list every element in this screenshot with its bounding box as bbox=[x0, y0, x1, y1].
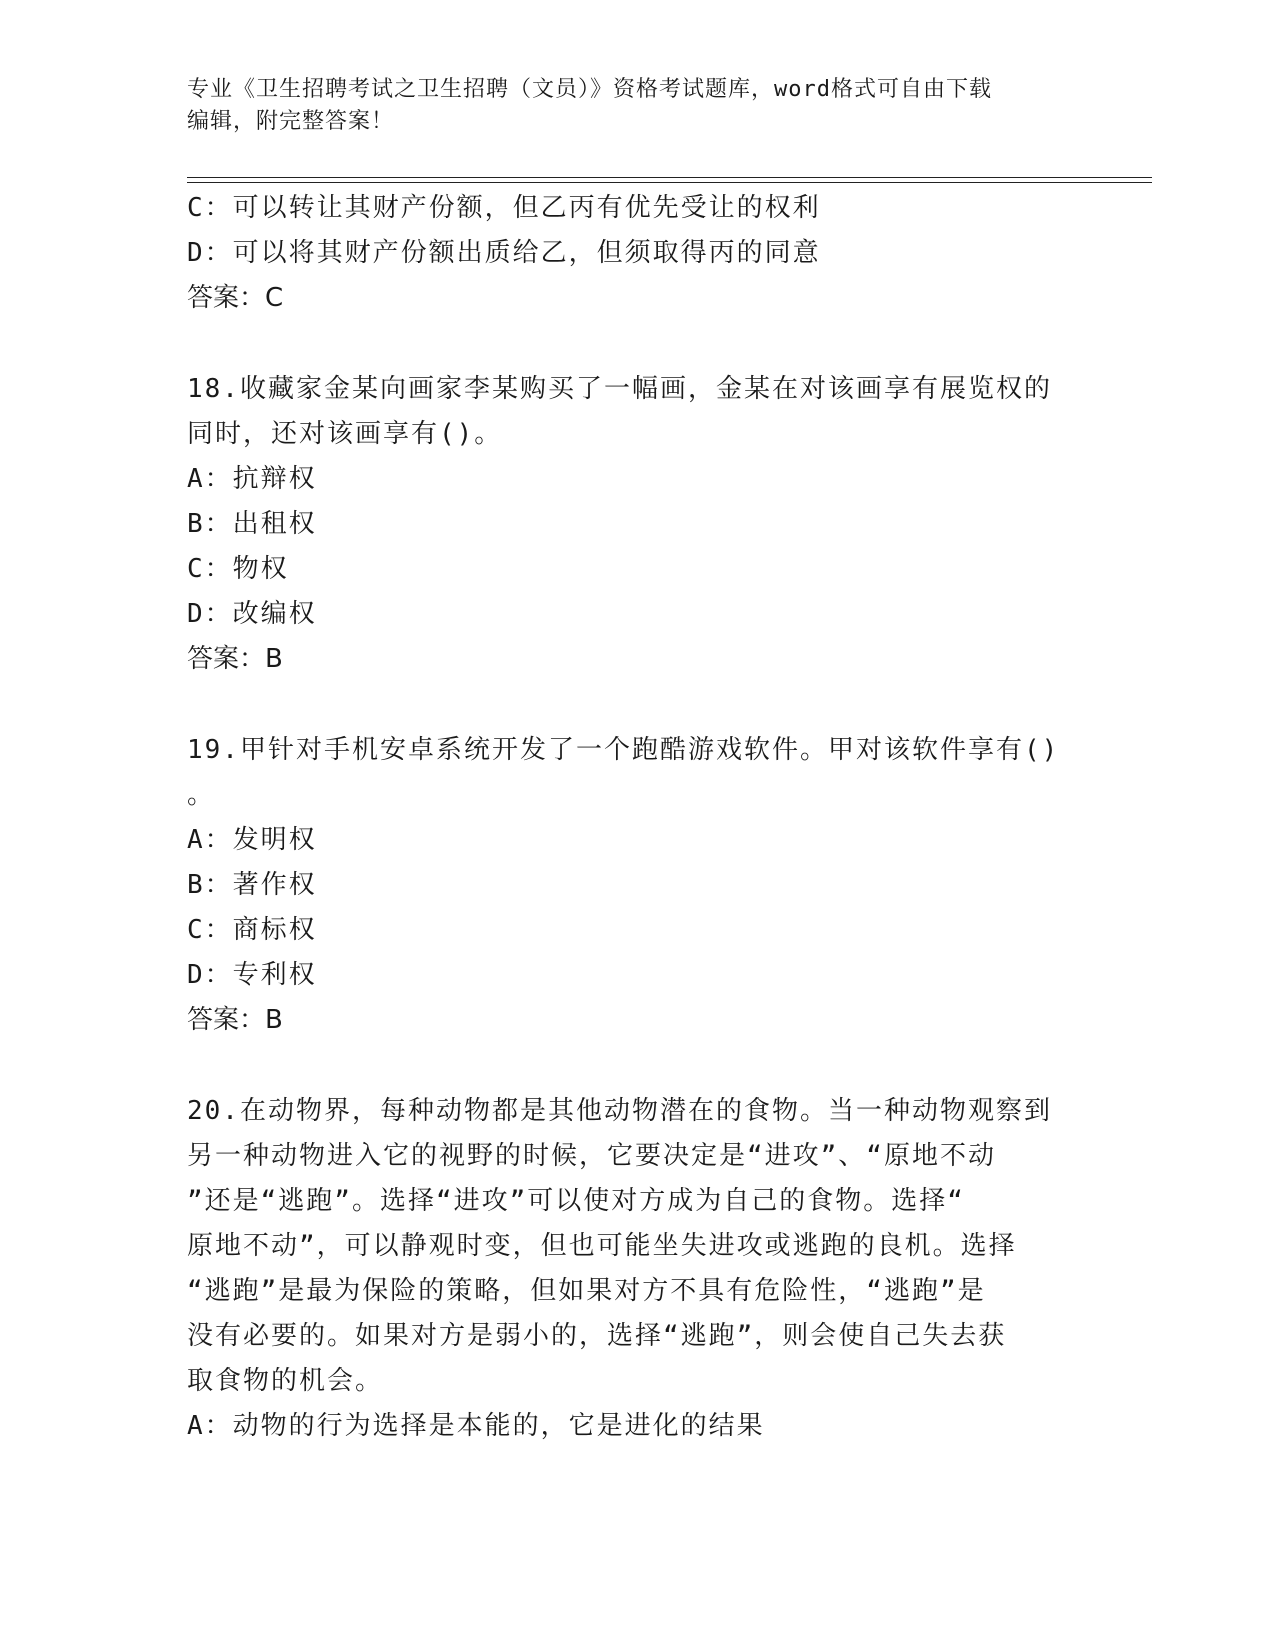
option-a: A：动物的行为选择是本能的，它是进化的结果 bbox=[187, 1411, 765, 1441]
header-line-1: 专业《卫生招聘考试之卫生招聘（文员）》资格考试题库，word格式可自由下载 bbox=[187, 77, 992, 102]
option-c: C：物权 bbox=[187, 554, 289, 584]
header-line-2: 编辑，附完整答案！ bbox=[187, 109, 395, 134]
option-b: B：出租权 bbox=[187, 509, 317, 539]
question-list bbox=[187, 186, 1087, 1449]
question-stem: 没有必要的。如果对方是弱小的，选择“逃跑”，则会使自己失去获 bbox=[187, 1321, 1007, 1351]
question-18 bbox=[187, 367, 1087, 682]
option-d: D：可以将其财产份额出质给乙，但须取得丙的同意 bbox=[187, 238, 821, 268]
question-stem: 20.在动物界，每种动物都是其他动物潜在的食物。当一种动物观察到 bbox=[187, 1096, 1052, 1126]
answer: 答案：B bbox=[187, 644, 283, 674]
question-stem: ”还是“逃跑”。选择“进攻”可以使对方成为自己的食物。选择“ bbox=[187, 1186, 965, 1216]
question-19 bbox=[187, 728, 1087, 1043]
option-d: D：改编权 bbox=[187, 599, 317, 629]
question-20 bbox=[187, 1089, 1087, 1449]
answer: 答案：B bbox=[187, 1005, 283, 1035]
option-b: B：著作权 bbox=[187, 870, 317, 900]
header-divider-top bbox=[187, 177, 1152, 178]
question-stem: 取食物的机会。 bbox=[187, 1366, 384, 1396]
option-c: C：可以转让其财产份额，但乙丙有优先受让的权利 bbox=[187, 193, 821, 223]
question-stem: 同时，还对该画享有()。 bbox=[187, 419, 503, 449]
question-stem: 18.收藏家金某向画家李某购买了一幅画，金某在对该画享有展览权的 bbox=[187, 374, 1052, 404]
question-stem: 另一种动物进入它的视野的时候，它要决定是“进攻”、“原地不动 bbox=[187, 1141, 996, 1171]
option-c: C：商标权 bbox=[187, 915, 317, 945]
question-stem: “逃跑”是最为保险的策略，但如果对方不具有危险性，“逃跑”是 bbox=[187, 1276, 986, 1306]
header-divider-bottom bbox=[187, 182, 1152, 183]
question-stem: 19.甲针对手机安卓系统开发了一个跑酷游戏软件。甲对该软件享有() bbox=[187, 735, 1060, 765]
question-17-tail bbox=[187, 186, 1087, 321]
option-d: D：专利权 bbox=[187, 960, 317, 990]
question-stem: 。 bbox=[187, 780, 216, 810]
question-stem: 原地不动”，可以静观时变，但也可能坐失进攻或逃跑的良机。选择 bbox=[187, 1231, 1017, 1261]
answer: 答案：C bbox=[187, 283, 284, 313]
document-header bbox=[187, 74, 1067, 138]
option-a: A：抗辩权 bbox=[187, 464, 317, 494]
option-a: A：发明权 bbox=[187, 825, 317, 855]
